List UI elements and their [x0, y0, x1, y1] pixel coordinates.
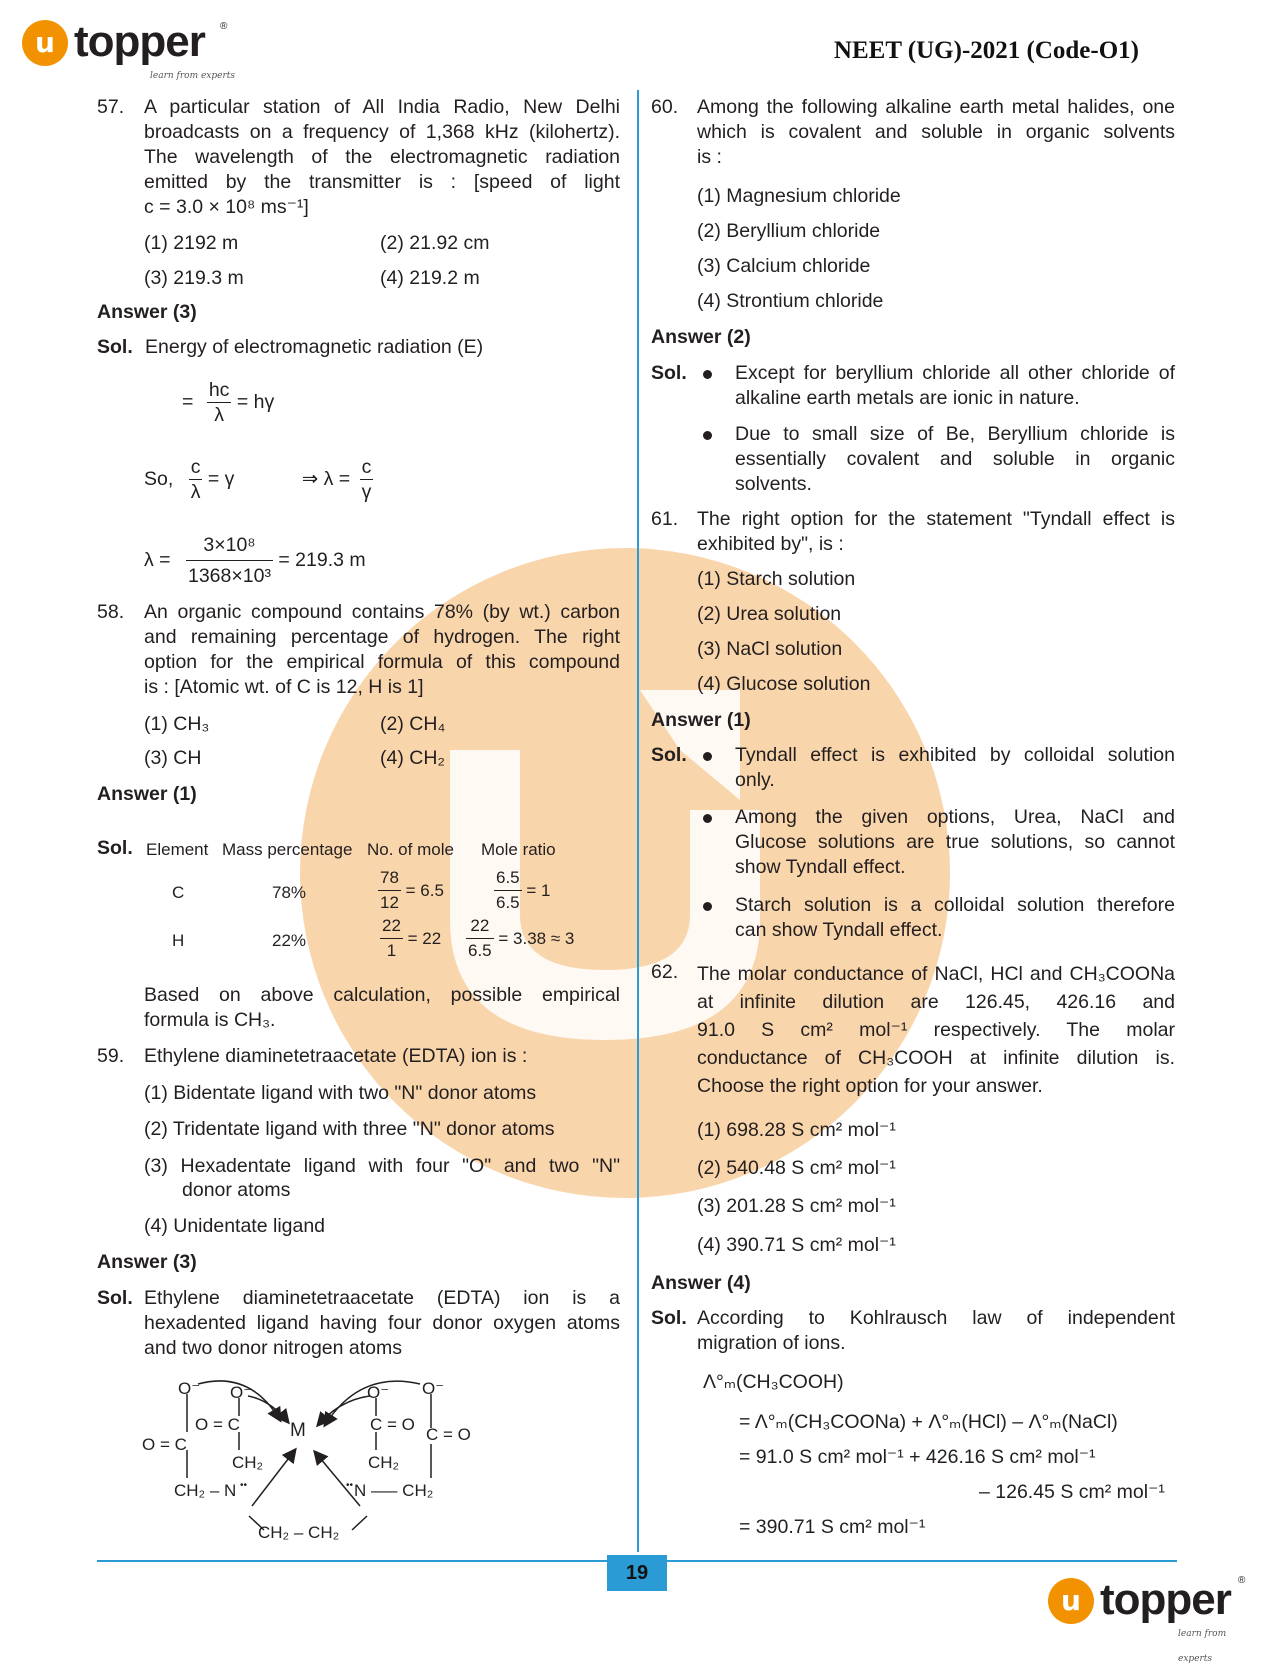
- table-header-mole: No. of mole: [367, 840, 454, 859]
- bullet-line: can show Tyndall effect.: [735, 919, 943, 941]
- bullet-line: alkaline earth metals are ionic in nature.: [735, 387, 1080, 409]
- option-line: (3) Hexadentate ligand with four "O" and two "N": [144, 1155, 620, 1177]
- frac-den: 1: [386, 941, 397, 960]
- frac-den: 6.5: [468, 941, 492, 960]
- q59-text: Ethylene diaminetetraacetate (EDTA) ion is :: [144, 1045, 528, 1067]
- q57-line: The wavelength of the electromagnetic radiation: [144, 146, 620, 168]
- edta-o-minus: O⁻: [367, 1383, 390, 1402]
- edta-c-eq-o: C = O: [370, 1415, 415, 1434]
- row-h-mass: 22%: [272, 931, 307, 950]
- hc-over-lambda: [207, 378, 232, 427]
- bullet-line: essentially covalent and soluble in organic: [735, 448, 1175, 470]
- ratio-result: = 1: [526, 881, 551, 900]
- edta-ch2: CH₂: [368, 1453, 400, 1472]
- q61-line: The right option for the statement "Tyndall effect is: [697, 508, 1175, 530]
- q61-sol-label: Sol.: [651, 744, 687, 766]
- conclusion-line: Based on above calculation, possible empirical: [144, 984, 620, 1006]
- q62-line: conductance of CH₃COOH at infinite dilution is.: [697, 1047, 1175, 1069]
- q59-option-1: (1) Bidentate ligand with two "N" donor atoms: [144, 1082, 537, 1104]
- row-h-mole: [380, 914, 441, 963]
- q60-line: which is covalent and soluble in organic solvents: [697, 121, 1175, 143]
- q62-line: 91.0 S cm² mol⁻¹ respectively. The molar: [697, 1019, 1175, 1041]
- edta-lone-pair: ••: [346, 1480, 354, 1491]
- frac-num: 22: [380, 914, 403, 939]
- q57-equation-3: [144, 530, 366, 591]
- frac-den: 12: [380, 893, 399, 912]
- edta-ch2: CH₂: [232, 1453, 264, 1472]
- q62-line: The molar conductance of NaCl, HCl and CH₃COONa: [697, 963, 1175, 985]
- q62-sol-label: Sol.: [651, 1307, 687, 1329]
- q62-text: [697, 960, 1175, 1100]
- footer-logo-registered: ®: [1238, 1575, 1246, 1586]
- q57-option-1: (1) 2192 m: [144, 232, 239, 254]
- q58-line: An organic compound contains 78% (by wt.) carbon: [144, 601, 620, 623]
- q62-eq-5: = 390.71 S cm² mol⁻¹: [739, 1516, 926, 1538]
- q57-option-3: (3) 219.3 m: [144, 267, 244, 289]
- frac-den: λ: [190, 481, 201, 503]
- q61-bullet-1: [735, 743, 1175, 793]
- q62-option-3: (3) 201.28 S cm² mol⁻¹: [697, 1195, 896, 1217]
- bullet-icon: [703, 902, 712, 911]
- logo-registered: ®: [220, 21, 228, 32]
- q57-line: broadcasts on a frequency of 1,368 kHz (kilohertz).: [144, 121, 620, 143]
- q60-number: 60.: [651, 96, 679, 118]
- row-c-element: C: [172, 883, 185, 902]
- q59-option-2: (2) Tridentate ligand with three "N" donor atoms: [144, 1118, 555, 1140]
- frac: [494, 866, 522, 915]
- q61-bullet-3: [735, 893, 1175, 943]
- mole-result: = 22: [407, 929, 442, 948]
- lambda-fraction: [186, 530, 273, 591]
- q62-line: at infinite dilution are 126.45, 426.16 and: [697, 991, 1175, 1013]
- edta-c-eq-o: C = O: [426, 1425, 471, 1444]
- q60-bullet-2: [735, 422, 1175, 497]
- q58-option-4: (4) CH₂: [380, 747, 445, 769]
- q58-answer: Answer (1): [97, 783, 197, 805]
- bullet-line: Among the given options, Urea, NaCl and: [735, 806, 1175, 828]
- q59-answer: Answer (3): [97, 1251, 197, 1273]
- eq-gamma: = γ: [207, 468, 235, 490]
- q61-bullet-2: [735, 805, 1175, 880]
- frac: [378, 866, 401, 915]
- eq-hgamma: = hγ: [236, 391, 275, 413]
- q58-line: is : [Atomic wt. of C is 12, H is 1]: [144, 676, 424, 698]
- sol-line: migration of ions.: [697, 1332, 846, 1354]
- frac-num: c: [190, 456, 201, 478]
- bullet-icon: [703, 370, 712, 379]
- q61-option-4: (4) Glucose solution: [697, 673, 871, 695]
- q62-eq-4: – 126.45 S cm² mol⁻¹: [979, 1481, 1165, 1503]
- q58-option-3: (3) CH: [144, 747, 202, 769]
- edta-lone-pair: ••: [240, 1480, 248, 1491]
- q59-sol-text: [144, 1286, 620, 1361]
- q60-line: is :: [697, 146, 722, 168]
- q58-option-2: (2) CH₄: [380, 713, 446, 735]
- q60-bullet-1: [735, 361, 1175, 411]
- q57-equation-1: [182, 378, 274, 427]
- sol-line: and two donor nitrogen atoms: [144, 1337, 402, 1359]
- q60-sol-label: Sol.: [651, 362, 687, 384]
- q62-option-1: (1) 698.28 S cm² mol⁻¹: [697, 1119, 896, 1141]
- q61-option-1: (1) Starch solution: [697, 568, 856, 590]
- page-number: 19: [607, 1555, 667, 1591]
- q62-option-4: (4) 390.71 S cm² mol⁻¹: [697, 1234, 896, 1256]
- q57-line: c = 3.0 × 10⁸ ms⁻¹]: [144, 196, 309, 218]
- frac-num: hc: [208, 379, 230, 401]
- edta-o-eq-c: O = C: [142, 1435, 187, 1454]
- q57-answer: Answer (3): [97, 301, 197, 323]
- topper-footer-logo: [1048, 1568, 1248, 1664]
- frac: [466, 914, 494, 963]
- q58-conclusion: [144, 983, 620, 1033]
- bullet-line: show Tyndall effect.: [735, 856, 906, 878]
- row-c-mole: [378, 866, 444, 915]
- right-column: [639, 0, 1275, 1560]
- edta-o-minus: O⁻: [230, 1383, 253, 1402]
- sol-line: According to Kohlrausch law of independent: [697, 1307, 1175, 1329]
- bullet-line: solvents.: [735, 473, 812, 495]
- sol-line: hexadented ligand having four donor oxygen atoms: [144, 1312, 620, 1334]
- q60-line: Among the following alkaline earth metal halides, one: [697, 96, 1175, 118]
- topper-footer-logo-icon: u: [1048, 1578, 1094, 1624]
- frac-den: λ: [214, 404, 224, 426]
- ratio-result: = 3.38 ≈ 3: [498, 929, 575, 948]
- q62-option-2: (2) 540.48 S cm² mol⁻¹: [697, 1157, 896, 1179]
- bullet-line: Starch solution is a colloidal solution therefore: [735, 894, 1175, 916]
- bullet-icon: [703, 431, 712, 440]
- q57-equation-2: [144, 455, 373, 504]
- q61-text: [697, 507, 1175, 557]
- q58-line: and remaining percentage of hydrogen. The right: [144, 626, 620, 648]
- q58-sol-label: Sol.: [97, 837, 133, 859]
- bullet-line: Glucose solutions are true solutions, so cannot: [735, 831, 1175, 853]
- row-h-element: H: [172, 931, 185, 950]
- q59-option-3: [144, 1154, 620, 1179]
- frac: [380, 914, 403, 963]
- q57-sol-text: Energy of electromagnetic radiation (E): [145, 336, 484, 358]
- q60-text: [697, 95, 1175, 170]
- q61-option-3: (3) NaCl solution: [697, 638, 843, 660]
- bullet-line: Due to small size of Be, Beryllium chloride is: [735, 423, 1175, 445]
- footer-logo-tagline: learn from experts: [1178, 1629, 1227, 1664]
- q58-number: 58.: [97, 601, 125, 623]
- bullet-icon: [703, 814, 712, 823]
- q62-eq-1: Λ°ₘ(CH₃COOH): [703, 1371, 844, 1393]
- q60-option-3: (3) Calcium chloride: [697, 255, 871, 277]
- exam-code: NEET (UG)-2021 (Code-O1): [833, 37, 1139, 64]
- q61-option-2: (2) Urea solution: [697, 603, 842, 625]
- topper-logo-icon: u: [22, 20, 68, 66]
- q57-line: A particular station of All India Radio, New Delhi: [144, 96, 620, 118]
- q62-number: 62.: [651, 961, 679, 983]
- bullet-line: Except for beryllium chloride all other chloride of: [735, 362, 1175, 384]
- q57-line: emitted by the transmitter is : [speed of light: [144, 171, 620, 193]
- q57-option-2: (2) 21.92 cm: [380, 232, 490, 254]
- bullet-line: Tyndall effect is exhibited by colloidal solution: [735, 744, 1175, 766]
- q59-number: 59.: [97, 1045, 125, 1067]
- so-label: So,: [144, 468, 174, 490]
- eq-sign: =: [182, 391, 194, 413]
- mole-result: = 6.5: [405, 881, 444, 900]
- q60-option-2: (2) Beryllium chloride: [697, 220, 881, 242]
- q57-text: [144, 95, 620, 220]
- table-header-element: Element: [146, 840, 209, 859]
- frac-num: 22: [466, 914, 494, 939]
- left-column: [0, 0, 637, 1560]
- q62-answer: Answer (4): [651, 1272, 751, 1294]
- q62-eq-2: = Λ°ₘ(CH₃COONa) + Λ°ₘ(HCl) – Λ°ₘ(NaCl): [739, 1411, 1118, 1433]
- c-over-lambda: [189, 455, 203, 504]
- q60-option-1: (1) Magnesium chloride: [697, 185, 901, 207]
- q60-answer: Answer (2): [651, 326, 751, 348]
- row-h-ratio: [466, 914, 574, 963]
- frac-num: 78: [378, 866, 401, 891]
- edta-o-minus: O⁻: [178, 1379, 201, 1398]
- edta-n-ch2: N —– CH₂: [354, 1481, 434, 1500]
- implies: ⇒ λ =: [301, 468, 351, 490]
- bullet-icon: [703, 752, 712, 761]
- q59-option-4: (4) Unidentate ligand: [144, 1215, 326, 1237]
- frac-den: γ: [361, 481, 372, 503]
- table-header-ratio: Mole ratio: [481, 840, 556, 859]
- edta-o-minus: O⁻: [422, 1379, 445, 1398]
- q57-result: = 219.3 m: [278, 549, 366, 571]
- conclusion-line: formula is CH₃.: [144, 1009, 276, 1031]
- q61-line: exhibited by", is :: [697, 533, 844, 555]
- frac-num: c: [361, 456, 372, 478]
- row-c-mass: 78%: [272, 883, 307, 902]
- frac-num: 6.5: [494, 866, 522, 891]
- q57-number: 57.: [97, 96, 125, 118]
- edta-bridge: CH₂ – CH₂: [258, 1523, 340, 1542]
- q59-option-3-cont: donor atoms: [182, 1179, 291, 1201]
- q57-option-4: (4) 219.2 m: [380, 267, 480, 289]
- logo-wordmark: topper: [74, 17, 205, 66]
- q62-eq-3: = 91.0 S cm² mol⁻¹ + 426.16 S cm² mol⁻¹: [739, 1446, 1096, 1468]
- frac-den: 6.5: [496, 893, 520, 912]
- sol-line: Ethylene diaminetetraacetate (EDTA) ion is a: [144, 1287, 620, 1309]
- edta-metal: M: [290, 1420, 306, 1441]
- q61-answer: Answer (1): [651, 709, 751, 731]
- q62-sol-text: [697, 1306, 1175, 1356]
- frac-num: 3×10⁸: [186, 530, 273, 561]
- edta-ch2-n: CH₂ – N: [174, 1481, 237, 1500]
- q58-line: option for the empirical formula of this compound: [144, 651, 620, 673]
- edta-o-eq-c: O = C: [195, 1415, 240, 1434]
- footer-logo-wordmark: topper: [1100, 1575, 1231, 1624]
- table-header-mass: Mass percentage: [222, 840, 353, 859]
- q62-line: Choose the right option for your answer.: [697, 1075, 1043, 1097]
- c-over-gamma: [360, 455, 374, 504]
- q59-sol-label: Sol.: [97, 1287, 133, 1309]
- q61-number: 61.: [651, 508, 679, 530]
- lambda-eq: λ =: [144, 549, 171, 571]
- edta-diagram: [140, 1370, 500, 1540]
- logo-tagline: learn from experts: [150, 71, 236, 81]
- bullet-line: only.: [735, 769, 775, 791]
- q58-option-1: (1) CH₃: [144, 713, 210, 735]
- row-c-ratio: [494, 866, 550, 915]
- q60-option-4: (4) Strontium chloride: [697, 290, 884, 312]
- q57-sol-label: Sol.: [97, 336, 133, 358]
- frac-den: 1368×10³: [187, 565, 271, 587]
- q58-text: [144, 600, 620, 700]
